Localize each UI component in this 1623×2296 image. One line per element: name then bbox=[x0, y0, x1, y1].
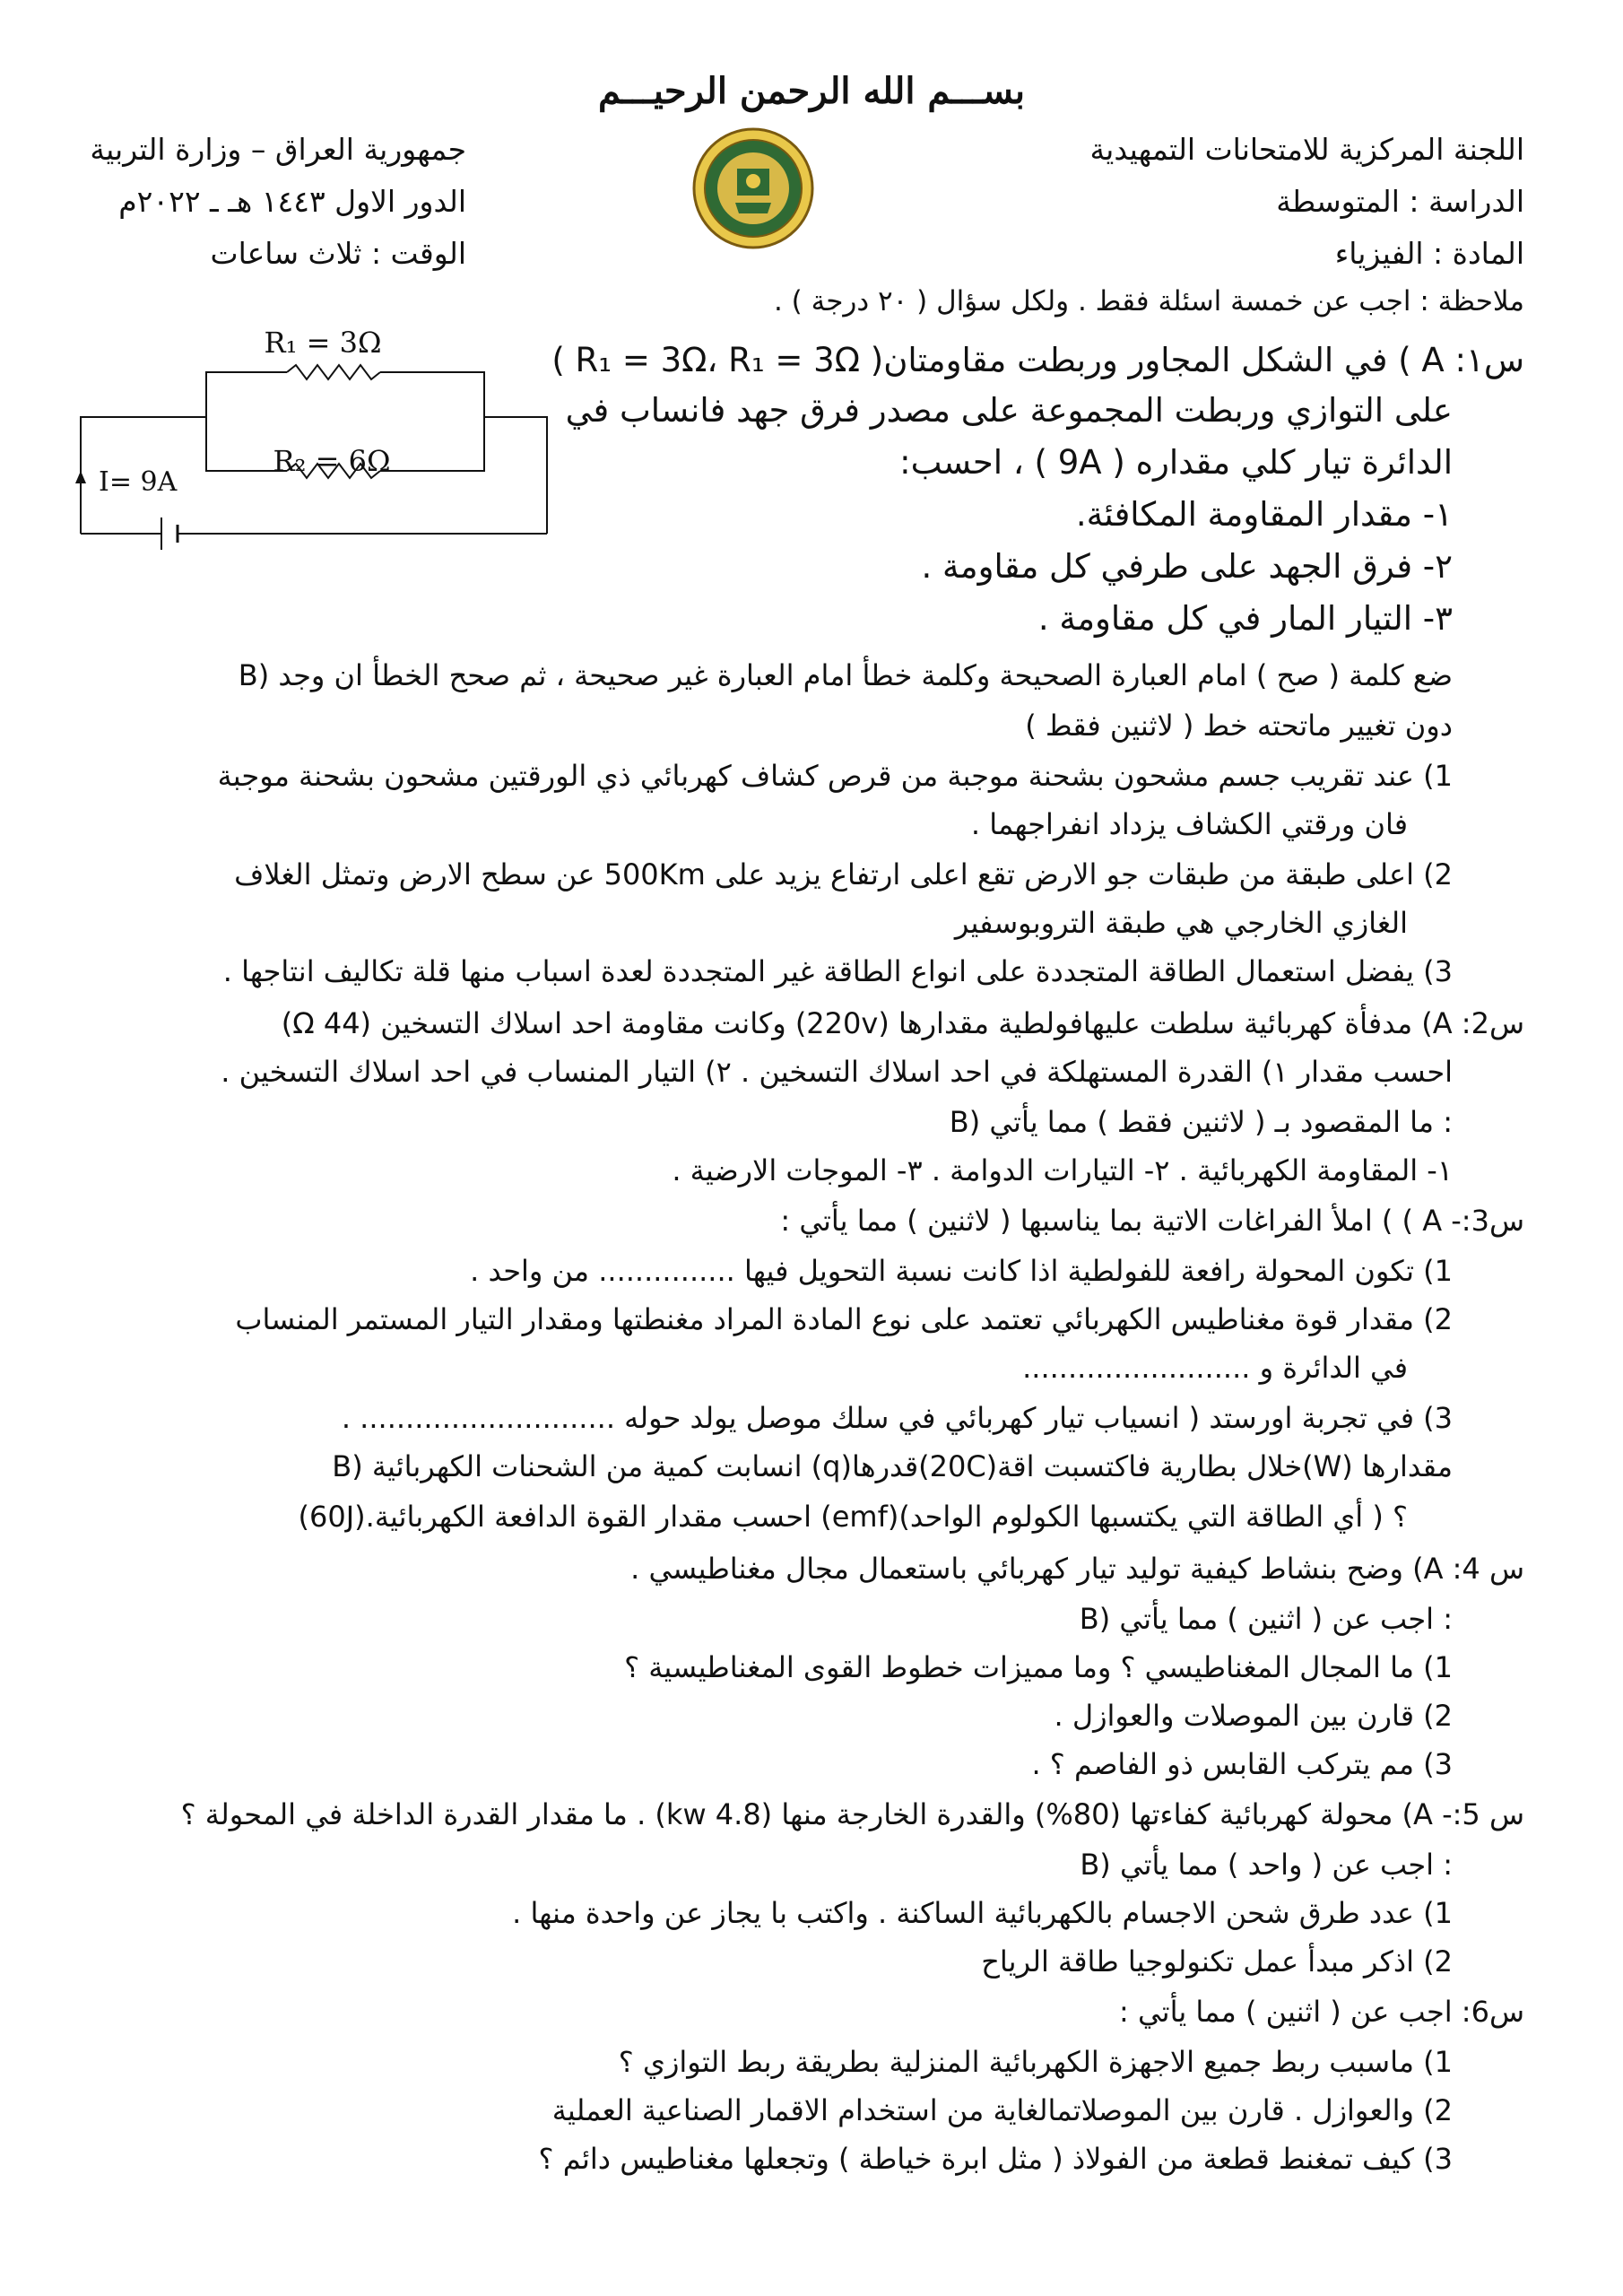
ministry-seal-icon bbox=[690, 126, 816, 251]
q1-a-line2: على التوازي وربطت المجموعة على مصدر فرق جهد فانساب في bbox=[565, 391, 1453, 430]
committee-name: اللجنة المركزية للامتحانات التمهيدية bbox=[1089, 132, 1524, 167]
q3-a-item1: 1) تكون المحولة رافعة للفولطية اذا كانت نسبة التحويل فيها ............... من واحد . bbox=[470, 1254, 1453, 1288]
q1-b-item1-line1: 1) عند تقريب جسم مشحون بشحنة موجبة من قرص كشاف كهربائي ذي الورقتين مشحون بشحنة موجبة bbox=[217, 759, 1453, 793]
q2-b-items: ١- المقاومة الكهربائية . ٢- التيارات الدوامة . ٣- الموجات الارضية . bbox=[672, 1153, 1453, 1187]
q1-b-item2-line2: الغازي الخارجي هي طبقة التروبوسفير bbox=[954, 906, 1408, 940]
q1-b-item2-line1: 2) اعلى طبقة من طبقات جو الارض تقع اعلى ارتفاع يزيد على 500Km عن سطح الارض وتمثل الغلاف bbox=[234, 857, 1453, 891]
q1-b-instruction1: B) ضع كلمة ( صح ) امام العبارة الصحيحة وكلمة خطأ امام العبارة غير صحيحة ، ثم صحح الخطأ ان وجد bbox=[238, 658, 1453, 692]
exam-round: الدور الاول ١٤٤٣ هـ ـ ٢٠٢٢م bbox=[118, 184, 466, 219]
subject: المادة : الفيزياء bbox=[1334, 236, 1524, 271]
q1-a-line1: س١: A ) في الشكل المجاور وربطت مقاومتان( R₁ = 3Ω، R₁ = 3Ω ) bbox=[551, 341, 1524, 379]
header-left-block bbox=[72, 124, 466, 280]
q1-a-item3: ٣- التيار المار في كل مقاومة . bbox=[1037, 599, 1453, 638]
q1-b-item3: 3) يفضل استعمال الطاقة المتجددة على انواع الطاقة غير المتجددة لعدة اسباب منها قلة تكاليف انتاجها . bbox=[222, 954, 1453, 988]
q4-b-item3: 3) مم يتركب القابس ذو الفاصم ؟ . bbox=[1031, 1747, 1453, 1781]
q6-item2: 2) والعوازل . قارن بين الموصلاتمالغاية من استخدام الاقمار الصناعية العملية bbox=[551, 2093, 1453, 2127]
q5-b-item1: 1) عدد طرق شحن الاجسام بالكهربائية الساكنة . واكتب با يجاز عن واحدة منها . bbox=[512, 1896, 1453, 1930]
q4-b-item1: 1) ما المجال المغناطيسي ؟ وما مميزات خطوط القوى المغناطيسية ؟ bbox=[624, 1650, 1453, 1684]
q6-item3: 3) كيف تمغنط قطعة من الفولاذ ( مثل ابرة خياطة ) وتجعلها مغناطيس دائم ؟ bbox=[538, 2142, 1453, 2176]
q1-a-item2: ٢- فرق الجهد على طرفي كل مقاومة . bbox=[921, 547, 1453, 586]
q3-b-line2: (60J).احسب مقدار القوة الدافعة الكهربائية (emf)(أي الطاقة التي يكتسبها الكولوم الواحد ) ؟ bbox=[298, 1500, 1408, 1534]
exam-time: الوقت : ثلاث ساعات bbox=[210, 236, 466, 271]
header-right-block bbox=[1089, 124, 1524, 280]
q6-item1: 1) ماسبب ربط جميع الاجهزة الكهربائية المنزلية بطريقة ربط التوازي ؟ bbox=[618, 2045, 1453, 2079]
q2-a-line2: احسب مقدار ١) القدرة المستهلكة في احد اسلاك التسخين . ٢) التيار المنساب في احد اسلاك التسخين . bbox=[221, 1055, 1453, 1089]
q2-b-instruction: B) ما المقصود بـ ( لاثنين فقط ) مما يأتي : bbox=[949, 1105, 1453, 1139]
study-level: الدراسة : المتوسطة bbox=[1276, 184, 1524, 219]
exam-note: ملاحظة : اجب عن خمسة اسئلة فقط . ولكل سؤال ( ٢٠ درجة ) . bbox=[773, 285, 1524, 317]
q2-a-line1: س2: A) مدفأة كهربائية سلطت عليهافولطية مقدارها (220v) وكانت مقاومة احد اسلاك التسخين (Ω 44) bbox=[281, 1006, 1524, 1040]
q3-a-item3: 3) في تجربة اورستد ( انسياب تيار كهربائي في سلك موصل يولد حوله ............................ . bbox=[341, 1401, 1453, 1435]
q5-b-instruction: B) اجب عن ( واحد ) مما يأتي : bbox=[1080, 1848, 1453, 1882]
q5-b-item2: 2) اذكر مبدأ عمل تكنولوجيا طاقة الرياح bbox=[981, 1944, 1453, 1979]
current-label: I= 9A bbox=[99, 466, 178, 498]
q1-a-item1: ١- مقدار المقاومة المكافئة. bbox=[1075, 495, 1453, 534]
parallel-circuit-diagram bbox=[63, 318, 565, 561]
q3-a-instruction: س3:- A ) ) املأ الفراغات الاتية بما يناسبها ( لاثنين ) مما يأتي : bbox=[780, 1204, 1524, 1238]
q1-a-line3: الدائرة تيار كلي مقداره ( 9A ) ، احسب: bbox=[899, 443, 1453, 482]
q1-b-item1-line2: فان ورقتي الكشاف يزداد انفراجهما . bbox=[970, 807, 1408, 841]
ministry-name: جمهورية العراق – وزارة التربية bbox=[90, 132, 466, 167]
q3-a-item2-line1: 2) مقدار قوة مغناطيس الكهربائي تعتمد على نوع المادة المراد مغنطتها ومقدار التيار المستمر المنساب bbox=[235, 1302, 1453, 1336]
r1-label: R₁ = 3Ω bbox=[264, 326, 382, 360]
q1-b-instruction2: دون تغيير ماتحته خط ( لاثنين فقط ) bbox=[1025, 709, 1453, 743]
q3-b-line1: B) انسابت كمية من الشحنات الكهربائية (q)قدرها(20C)خلال بطارية فاكتسبت اقة(W) مقدارها bbox=[332, 1449, 1453, 1483]
q4-b-item2: 2) قارن بين الموصلات والعوازل . bbox=[1054, 1699, 1453, 1733]
q3-a-item2-line2: في الدائرة و ......................... bbox=[1022, 1351, 1408, 1385]
r2-label: R₂ = 6Ω bbox=[273, 444, 391, 478]
q4-b-instruction: B) اجب عن ( اثنين ) مما يأتي : bbox=[1079, 1602, 1453, 1636]
q4-a-line: س 4: A) وضح بنشاط كيفية توليد تيار كهربائي باستعمال مجال مغناطيسي . bbox=[630, 1552, 1524, 1586]
q6-instruction: س6: اجب عن ( اثنين ) مما يأتي : bbox=[1119, 1995, 1524, 2029]
basmala: بســـم الله الرحمن الرحيـــم bbox=[598, 70, 1025, 112]
q5-a-line: س 5:- A) محولة كهربائية كفاءتها (80%) والقدرة الخارجة منها (4.8 kw) . ما مقدار القدرة الداخلة في المحولة ؟ bbox=[180, 1797, 1524, 1831]
